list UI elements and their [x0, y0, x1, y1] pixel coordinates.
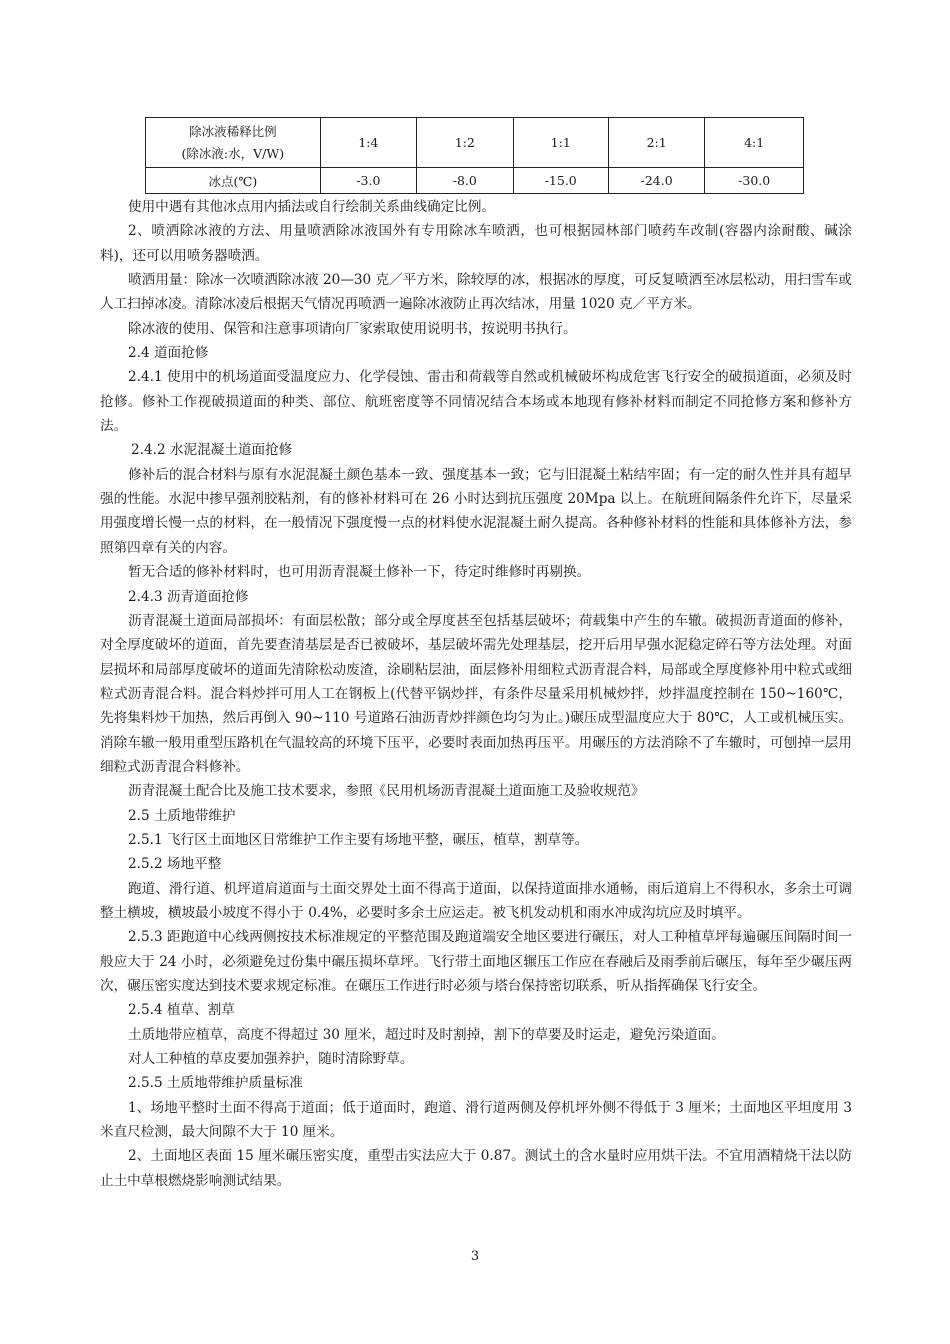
section-heading: 2.4.3 沥青道面抢修: [128, 588, 249, 605]
table-cell-freeze: -8.0: [417, 168, 513, 194]
paragraph: 沥青混凝土道面局部损坏：有面层松散；部分或全厚度甚至包括基层破坏；荷载集中产生的车辙。破损沥青道面的修补，对全厚度破坏的道面，首先要查清基层是否已被破坏，基层破坏需先处理基层，挖开后用早强水泥稳定碎石等方法处理。对面层损坏和局部厚度破坏的道面先清除松动废渣，涂刷粘层油，面层修补用细粒式沥青混合料，局部或全厚度修补用中粒式或细粒式沥青混合料。混合料炒拌可用人工在钢板上(代替平锅炒拌，有条件尽量采用机械炒拌，炒拌温度控制在 150~160℃，先将集料炒干加热，然后再倒入 90~110 号道路石油沥青炒拌颜色均匀为止。)碾压成型温度应大于 80℃，人工或机械压实。消除车辙一般用重型压路机在气温较高的环境下压平，必要时表面加热再压平。用碾压的方法消除不了车辙时，可刨掉一层用细粒式沥青混合料修补。: [100, 612, 852, 775]
table-row-freeze: [146, 168, 804, 194]
table-cell-freeze: -3.0: [320, 168, 416, 194]
section-heading: 2.4.2 水泥混凝土道面抢修: [131, 442, 293, 459]
paragraph: 沥青混凝土配合比及施工技术要求，参照《民用机场沥青混凝土道面施工及验收规范》: [128, 783, 645, 800]
paragraph: 除冰液的使用、保管和注意事项请向厂家索取使用说明书，按说明书执行。: [128, 320, 577, 337]
paragraph: 2.4.1 使用中的机场道面受温度应力、化学侵蚀、雷击和荷载等自然或机械破坏构成危害飞行安全的破损道面，必须及时抢修。修补工作视破损道面的种类、部位、航班密度等不同情况结合本场或本地现有修补材料而制定不同抢修方案和修补方法。: [100, 369, 852, 435]
table-cell-ratio: 2:1: [608, 118, 704, 168]
paragraph: 2、喷洒除冰液的方法、用量喷洒除冰液国外有专用除冰车喷洒，也可根据园林部门喷药车改制(容器内涂耐酸、碱涂料)，还可以用喷务器喷洒。: [100, 223, 852, 264]
paragraph: 2、土面地区表面 15 厘米碾压密实度，重型击实法应大于 0.87。测试土的含水量时应用烘干法。不宜用酒精烧干法以防止土中草根燃烧影响测试结果。: [100, 1148, 852, 1189]
body-text: [100, 195, 852, 1193]
page-number: 3: [470, 1249, 480, 1264]
table-header-cell: [146, 118, 321, 168]
table-cell-ratio: 4:1: [705, 118, 804, 168]
table-cell-ratio: 1:2: [417, 118, 513, 168]
section-heading: 2.5 土质地带维护: [128, 807, 236, 824]
freeze-point-label: 冰点(℃): [146, 168, 321, 194]
paragraph: 对人工种植的草皮要加强养护，随时清除野草。: [128, 1051, 414, 1068]
table-cell-ratio: 1:1: [513, 118, 608, 168]
table-cell-ratio: 1:4: [320, 118, 416, 168]
paragraph: 土质地带应植草，高度不得超过 30 厘米，超过时及时割掉，割下的草要及时运走，避免污染道面。: [128, 1026, 725, 1043]
ratio-unit-label: (除冰液:水，V/W): [181, 145, 285, 161]
paragraph: 喷洒用量：除冰一次喷洒除冰液 20—30 克／平方米，除较厚的冰，根据冰的厚度，可反复喷洒至冰层松动，用扫雪车或人工扫掉冰凌。清除冰凌后根据天气情况再喷洒一遍除冰液防止再次结冰，用量 1020 克／平方米。: [100, 272, 852, 313]
table-cell-freeze: -30.0: [705, 168, 804, 194]
section-heading: 2.5.4 植草、割草: [128, 1002, 235, 1019]
paragraph: 1、场地平整时土面不得高于道面；低于道面时，跑道、滑行道两侧及停机坪外侧不得低于 3 厘米；土面地区平坦度用 3 米直尺检测，最大间隙不大于 10 厘米。: [100, 1099, 852, 1141]
paragraph: 使用中遇有其他冰点用内插法或自行绘制关系曲线确定比例。: [128, 199, 496, 215]
section-heading: 2.4 道面抢修: [128, 345, 209, 362]
paragraph: 修补后的混合材料与原有水泥混凝土颜色基本一致、强度基本一致；它与旧混凝土粘结牢固；有一定的耐久性并具有超早强的性能。水泥中掺早强剂胶粘剂，有的修补材料可在 26 小时达到抗压强度 20Mpa 以上。在航班间隔条件允许下，尽量采用强度增长慢一点的材料，在一般情况下强度慢一点的材料使水泥混凝土耐久提高。各种修补材料的性能和具体修补方法，参照第四章有关的内容。: [100, 466, 852, 556]
paragraph: 跑道、滑行道、机坪道肩道面与土面交界处土面不得高于道面，以保持道面排水通畅，雨后道肩上不得积水，多余土可调整土横坡，横坡最小坡度不得小于 0.4%，必要时多余土应运走。被飞机发动机和雨水冲成沟坑应及时填平。: [100, 880, 852, 921]
table-cell-freeze: -15.0: [513, 168, 608, 194]
table-cell-freeze: -24.0: [608, 168, 704, 194]
dilution-freeze-table: [145, 117, 804, 194]
section-heading: 2.5.5 土质地带维护质量标准: [128, 1075, 303, 1092]
section-heading: 2.5.2 场地平整: [128, 856, 222, 873]
paragraph: 暂无合适的修补材料时，也可用沥青混凝土修补一下，待定时维修时再剔换。: [128, 564, 591, 581]
ratio-label: 除冰液稀释比例: [189, 123, 277, 139]
table-row-ratio: [146, 118, 804, 168]
paragraph: 2.5.3 距跑道中心线两侧按技术标准规定的平整范围及跑道端安全地区要进行碾压，对人工种植草坪每遍碾压间隔时间一般应大于 24 小时，必须避免过份集中碾压损坏草坪。飞行带土面地区辗压工作应在春融后及雨季前后碾压，每年至少碾压两次，碾压密实度达到技术要求规定标准。在碾压工作进行时必须与塔台保持密切联系，听从指挥确保飞行安全。: [100, 929, 852, 994]
paragraph: 2.5.1 飞行区土面地区日常维护工作主要有场地平整，碾压，植草，割草等。: [128, 831, 589, 848]
